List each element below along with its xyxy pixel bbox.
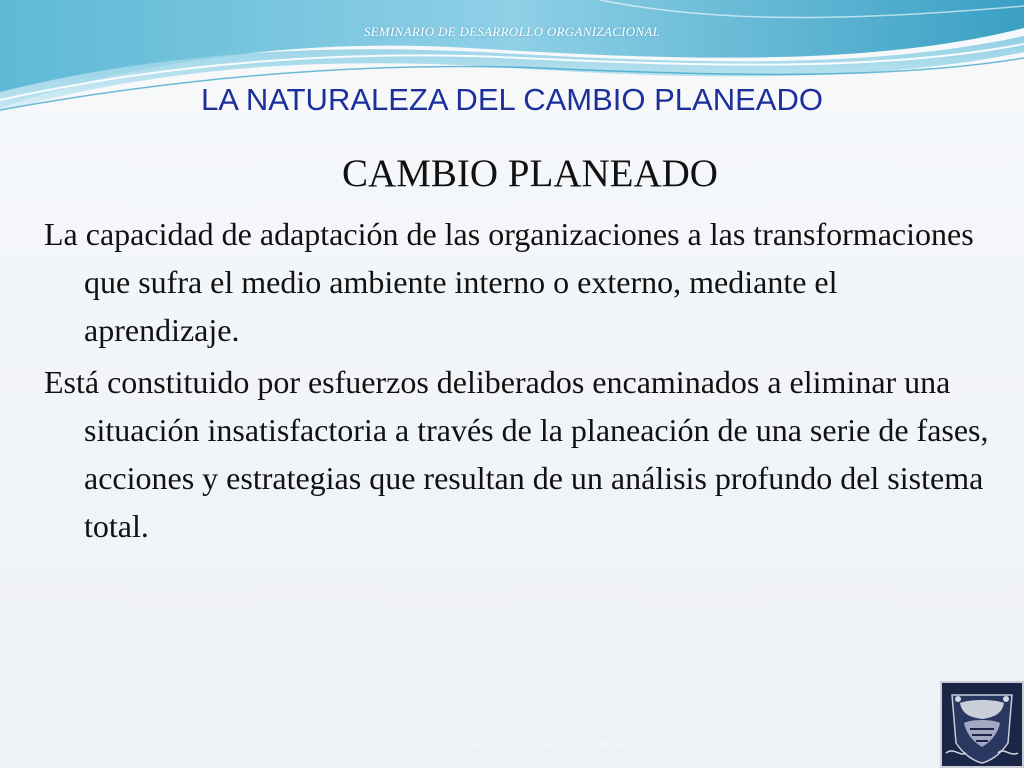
seminar-header-label: SEMINARIO DE DESARROLLO ORGANIZACIONAL bbox=[363, 24, 661, 39]
section-heading: CAMBIO PLANEADO bbox=[342, 152, 718, 195]
slide-body bbox=[44, 210, 994, 554]
body-paragraph: La capacidad de adaptación de las organizaciones a las transformaciones que sufra el medio ambiente interno o externo, mediante el aprendizaje. bbox=[44, 216, 974, 348]
page-title: LA NATURALEZA DEL CAMBIO PLANEADO bbox=[201, 82, 823, 117]
body-paragraph: Está constituido por esfuerzos deliberados encaminados a eliminar una situación insatisfactoria a través de la planeación de una serie de fases, acciones y estrategias que resultan de un análisis profundo del sistema total. bbox=[44, 364, 989, 544]
author-footer: GERARDO SÁNCHEZ AMBRIZ bbox=[454, 736, 641, 751]
university-crest-icon bbox=[940, 681, 1024, 768]
